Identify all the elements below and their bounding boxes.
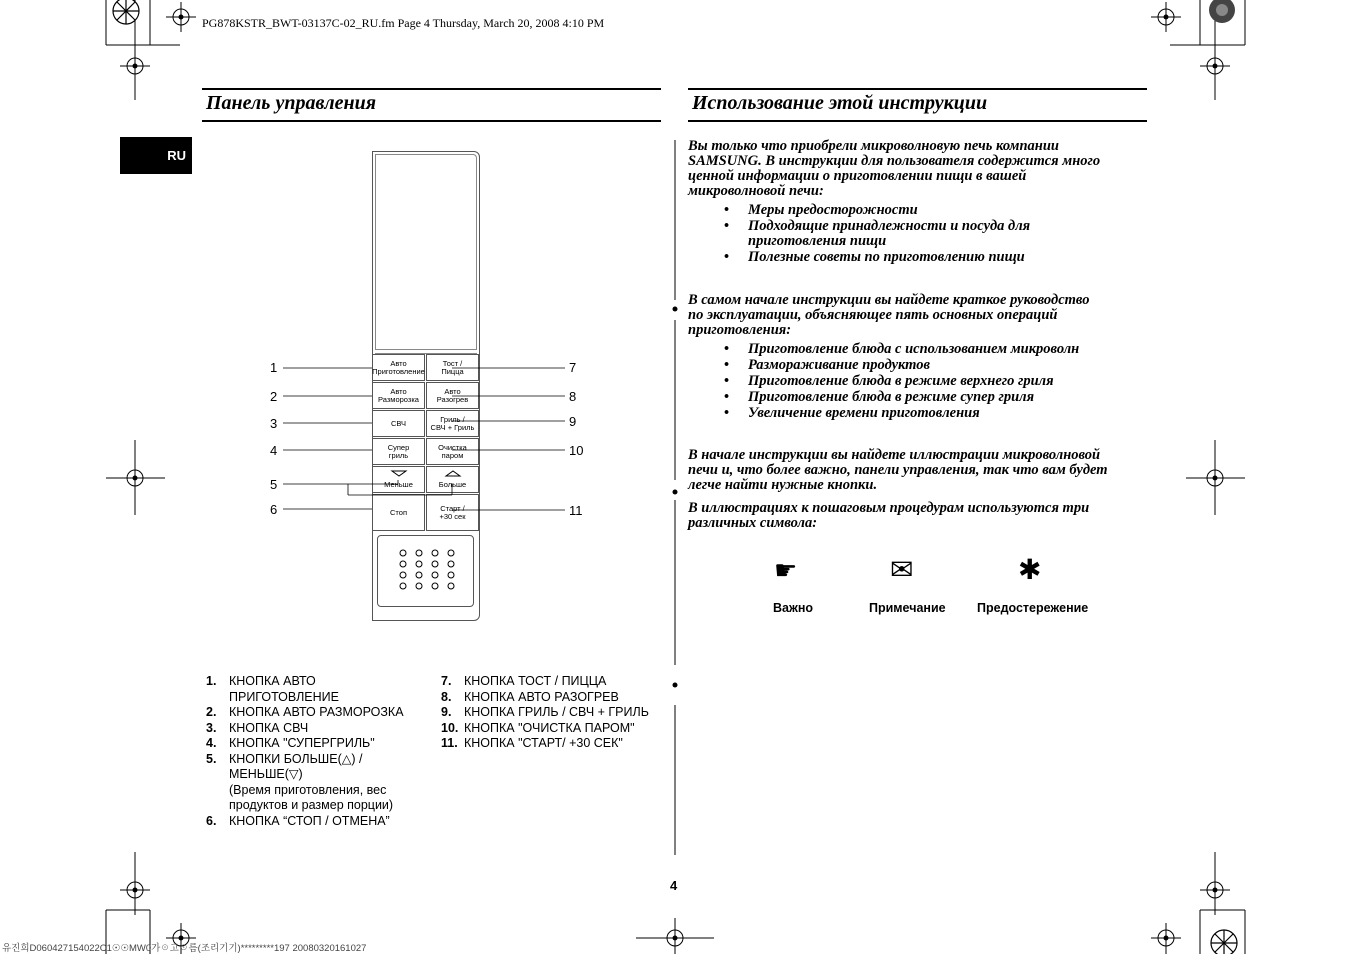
symbol-label-important: Важно <box>773 601 814 615</box>
callout-number: 1 <box>270 360 278 375</box>
legend-item-text <box>229 721 308 737</box>
symbol-label-note: Примечание <box>869 601 946 615</box>
legend-item-line: (Время приготовления, вес <box>229 782 387 797</box>
legend-item-number: 7. <box>441 674 452 688</box>
text-line: ценной информации о приготовлении пищи в вашей <box>688 168 1027 184</box>
vent-hole <box>432 550 438 556</box>
text-line: по эксплуатации, объясняющее пять основных операций <box>688 307 1058 323</box>
intro-paragraph-4 <box>688 501 1158 531</box>
callout-number: 4 <box>270 443 278 458</box>
panel-button-label: Тост / <box>442 358 463 368</box>
legend-item <box>206 705 436 721</box>
vent-hole <box>448 583 454 589</box>
legend-item-line: КНОПКА "ОЧИСТКА ПАРОМ" <box>464 720 635 735</box>
legend-item-number: 10. <box>441 720 459 735</box>
vent-hole <box>448 572 454 578</box>
vent-hole <box>400 583 406 589</box>
legend-item-text <box>229 814 390 830</box>
legend-item-number: 5. <box>206 751 217 766</box>
callout-number: 10 <box>569 443 584 458</box>
intro-list-2 <box>688 342 1158 421</box>
text-line: различных символа: <box>688 515 818 531</box>
legend-item <box>206 814 436 830</box>
legend-item-line: КНОПКА ТОСТ / ПИЦЦА <box>464 674 607 688</box>
vent-hole <box>432 561 438 567</box>
text-line: SAMSUNG. В инструкции для пользователя содержится много <box>688 153 1101 169</box>
legend-item-text <box>464 674 606 690</box>
pointing-hand-icon: ☛ <box>774 555 798 585</box>
panel-button-label: Стоп <box>390 507 407 517</box>
callout-number: 11 <box>569 503 583 518</box>
panel-button-label: СВЧ <box>390 418 407 428</box>
legend-item-number: 8. <box>441 689 452 704</box>
list-item-line: Размораживание продуктов <box>748 357 930 373</box>
intro-list-1 <box>688 203 1158 265</box>
intro-paragraph-2 <box>688 293 1158 338</box>
vent-hole <box>400 561 406 567</box>
panel-button-label: Очистка <box>438 442 467 452</box>
legend-item-line: ПРИГОТОВЛЕНИЕ <box>229 689 339 704</box>
legend-item-number: 2. <box>206 705 217 719</box>
list-item <box>724 342 1158 357</box>
panel-button-label: паром <box>441 450 464 460</box>
page-number: 4 <box>670 878 678 893</box>
legend-item <box>441 674 671 690</box>
legend-item-number: 4. <box>206 736 217 750</box>
list-item <box>724 219 1158 249</box>
panel-button-label: гриль <box>388 450 409 460</box>
print-footer-code: 유진희D060427154022C1☉☉MW0가☉고☉름(조리기기)*********197 20080320161027 <box>2 943 367 954</box>
legend-item-line: КНОПКА АВТО РАЗОГРЕВ <box>464 689 619 704</box>
callout-number: 8 <box>569 389 577 404</box>
panel-button-label: Разогрев <box>436 394 469 404</box>
panel-button-label: Пицца <box>441 366 464 376</box>
panel-button-label: Авто <box>444 386 461 396</box>
text-line: печи и, что более важно, панели управления, так что вам будет <box>688 462 1108 478</box>
legend-item-line: КНОПКИ БОЛЬШЕ(△) / <box>229 751 363 766</box>
vent-hole <box>400 572 406 578</box>
legend-item-text <box>464 690 619 706</box>
panel-button-label: Авто <box>390 358 407 368</box>
callout-number: 9 <box>569 414 577 429</box>
panel-button-label: Приготовление <box>372 366 425 376</box>
vent-hole <box>416 550 422 556</box>
legend-item <box>441 705 671 721</box>
legend-item <box>206 752 436 814</box>
panel-button-label: Супер <box>387 442 410 452</box>
legend-item-number: 1. <box>206 674 217 688</box>
legend-item-line: КНОПКА "СТАРТ/ +30 СЕК" <box>464 736 623 750</box>
legend-item-number: 6. <box>206 813 217 828</box>
legend-item-text <box>464 721 635 737</box>
legend-item-line: МЕНЬШЕ(▽) <box>229 767 303 781</box>
note-envelope-icon: ✉ <box>890 554 914 585</box>
list-item <box>724 203 1158 218</box>
text-line: Вы только что приобрели микроволновую печь компании <box>688 138 1059 154</box>
text-line: В начале инструкции вы найдете иллюстрации микроволновой <box>688 447 1101 463</box>
legend-item-text <box>229 736 375 752</box>
legend-item-text <box>464 736 623 752</box>
right-section-title: Использование этой инструкции <box>692 92 988 114</box>
legend-item <box>441 721 671 737</box>
callout-number: 7 <box>569 360 577 375</box>
callout-number: 2 <box>270 389 278 404</box>
steam-vent-holes <box>377 535 474 607</box>
legend-item-text <box>229 674 339 705</box>
intro-paragraph-1 <box>688 139 1158 199</box>
list-item-line: приготовления пищи <box>748 233 887 249</box>
text-line: В иллюстрациях к пошаговым процедурам используются три <box>688 500 1090 516</box>
list-item-line: Подходящие принадлежности и посуда для <box>748 218 1031 234</box>
legend-column-1 <box>206 674 436 829</box>
list-item-line: Увеличение времени приготовления <box>748 405 980 421</box>
text-line: В самом начале инструкции вы найдете краткое руководство <box>688 292 1090 308</box>
legend-item-line: КНОПКА АВТО РАЗМОРОЗКА <box>229 705 404 719</box>
left-title-bottom-rule <box>202 120 661 122</box>
text-line: приготовления: <box>688 322 792 338</box>
legend-item-line: КНОПКА "СУПЕРГРИЛЬ" <box>229 736 375 750</box>
legend-item <box>206 674 436 705</box>
callout-number: 3 <box>270 416 278 431</box>
symbol-label-caution: Предостережение <box>977 601 1089 615</box>
list-item <box>724 250 1158 265</box>
legend-item-number: 9. <box>441 705 452 719</box>
legend-item-line: КНОПКА ГРИЛЬ / СВЧ + ГРИЛЬ <box>464 705 649 719</box>
panel-button-label: Больше <box>438 479 467 489</box>
legend-item <box>441 690 671 706</box>
vent-hole <box>400 550 406 556</box>
symbols-row <box>740 555 1150 625</box>
panel-button-label: +30 сек <box>439 511 466 521</box>
panel-button-label: Гриль / <box>440 414 465 424</box>
legend-item <box>206 721 436 737</box>
list-item <box>724 358 1158 373</box>
vent-hole <box>432 583 438 589</box>
legend-item-line: КНОПКА СВЧ <box>229 720 309 735</box>
vent-hole <box>416 561 422 567</box>
text-line: легче найти нужные кнопки. <box>688 477 878 493</box>
legend-item-number: 3. <box>206 720 217 735</box>
list-item-line: Приготовление блюда в режиме супер гриля <box>748 389 1035 405</box>
vent-hole <box>448 561 454 567</box>
language-tab: RU <box>120 137 192 174</box>
legend-item <box>206 736 436 752</box>
intro-text <box>688 139 1158 531</box>
legend-item-text <box>229 752 393 814</box>
left-title-top-rule <box>202 88 661 90</box>
legend-item-line: КНОПКА “СТОП / ОТМЕНА” <box>229 813 390 828</box>
vent-hole <box>448 550 454 556</box>
right-title-top-rule <box>688 88 1147 90</box>
vent-hole <box>416 583 422 589</box>
legend-item-line: продуктов и размер порции) <box>229 798 394 812</box>
right-title-bottom-rule <box>688 120 1147 122</box>
asterisk-icon: ✱ <box>1018 554 1042 585</box>
list-item <box>724 390 1158 405</box>
text-line: микроволновой печи: <box>688 183 824 199</box>
list-item-line: Меры предосторожности <box>748 202 918 218</box>
left-section-title: Панель управления <box>206 92 377 114</box>
callout-number: 6 <box>270 502 278 517</box>
print-header: PG878KSTR_BWT-03137C-02_RU.fm Page 4 Thursday, March 20, 2008 4:10 PM <box>202 16 605 30</box>
intro-paragraph-3 <box>688 448 1158 493</box>
list-item-line: Полезные советы по приготовлению пищи <box>748 249 1025 265</box>
panel-button-label: Авто <box>390 386 407 396</box>
legend-item-text <box>464 705 649 721</box>
panel-button-label: Меньше <box>384 479 413 489</box>
list-item <box>724 406 1158 421</box>
panel-button-label: СВЧ + Гриль <box>430 422 475 432</box>
vent-hole <box>416 572 422 578</box>
legend-item-line: КНОПКА АВТО <box>229 674 316 688</box>
legend-item-number: 11. <box>441 736 458 750</box>
legend-column-2 <box>441 674 671 752</box>
panel-button-label: Разморозка <box>378 394 419 404</box>
legend-item-text <box>229 705 404 721</box>
list-item-line: Приготовление блюда с использованием микроволн <box>748 341 1080 357</box>
callout-number: 5 <box>270 477 278 492</box>
callout-lines <box>260 355 580 525</box>
vent-hole <box>432 572 438 578</box>
list-item-line: Приготовление блюда в режиме верхнего гриля <box>748 373 1054 389</box>
panel-button-label: Старт / <box>440 503 465 513</box>
list-item <box>724 374 1158 389</box>
panel-display-area <box>375 154 477 350</box>
legend-item <box>441 736 671 752</box>
